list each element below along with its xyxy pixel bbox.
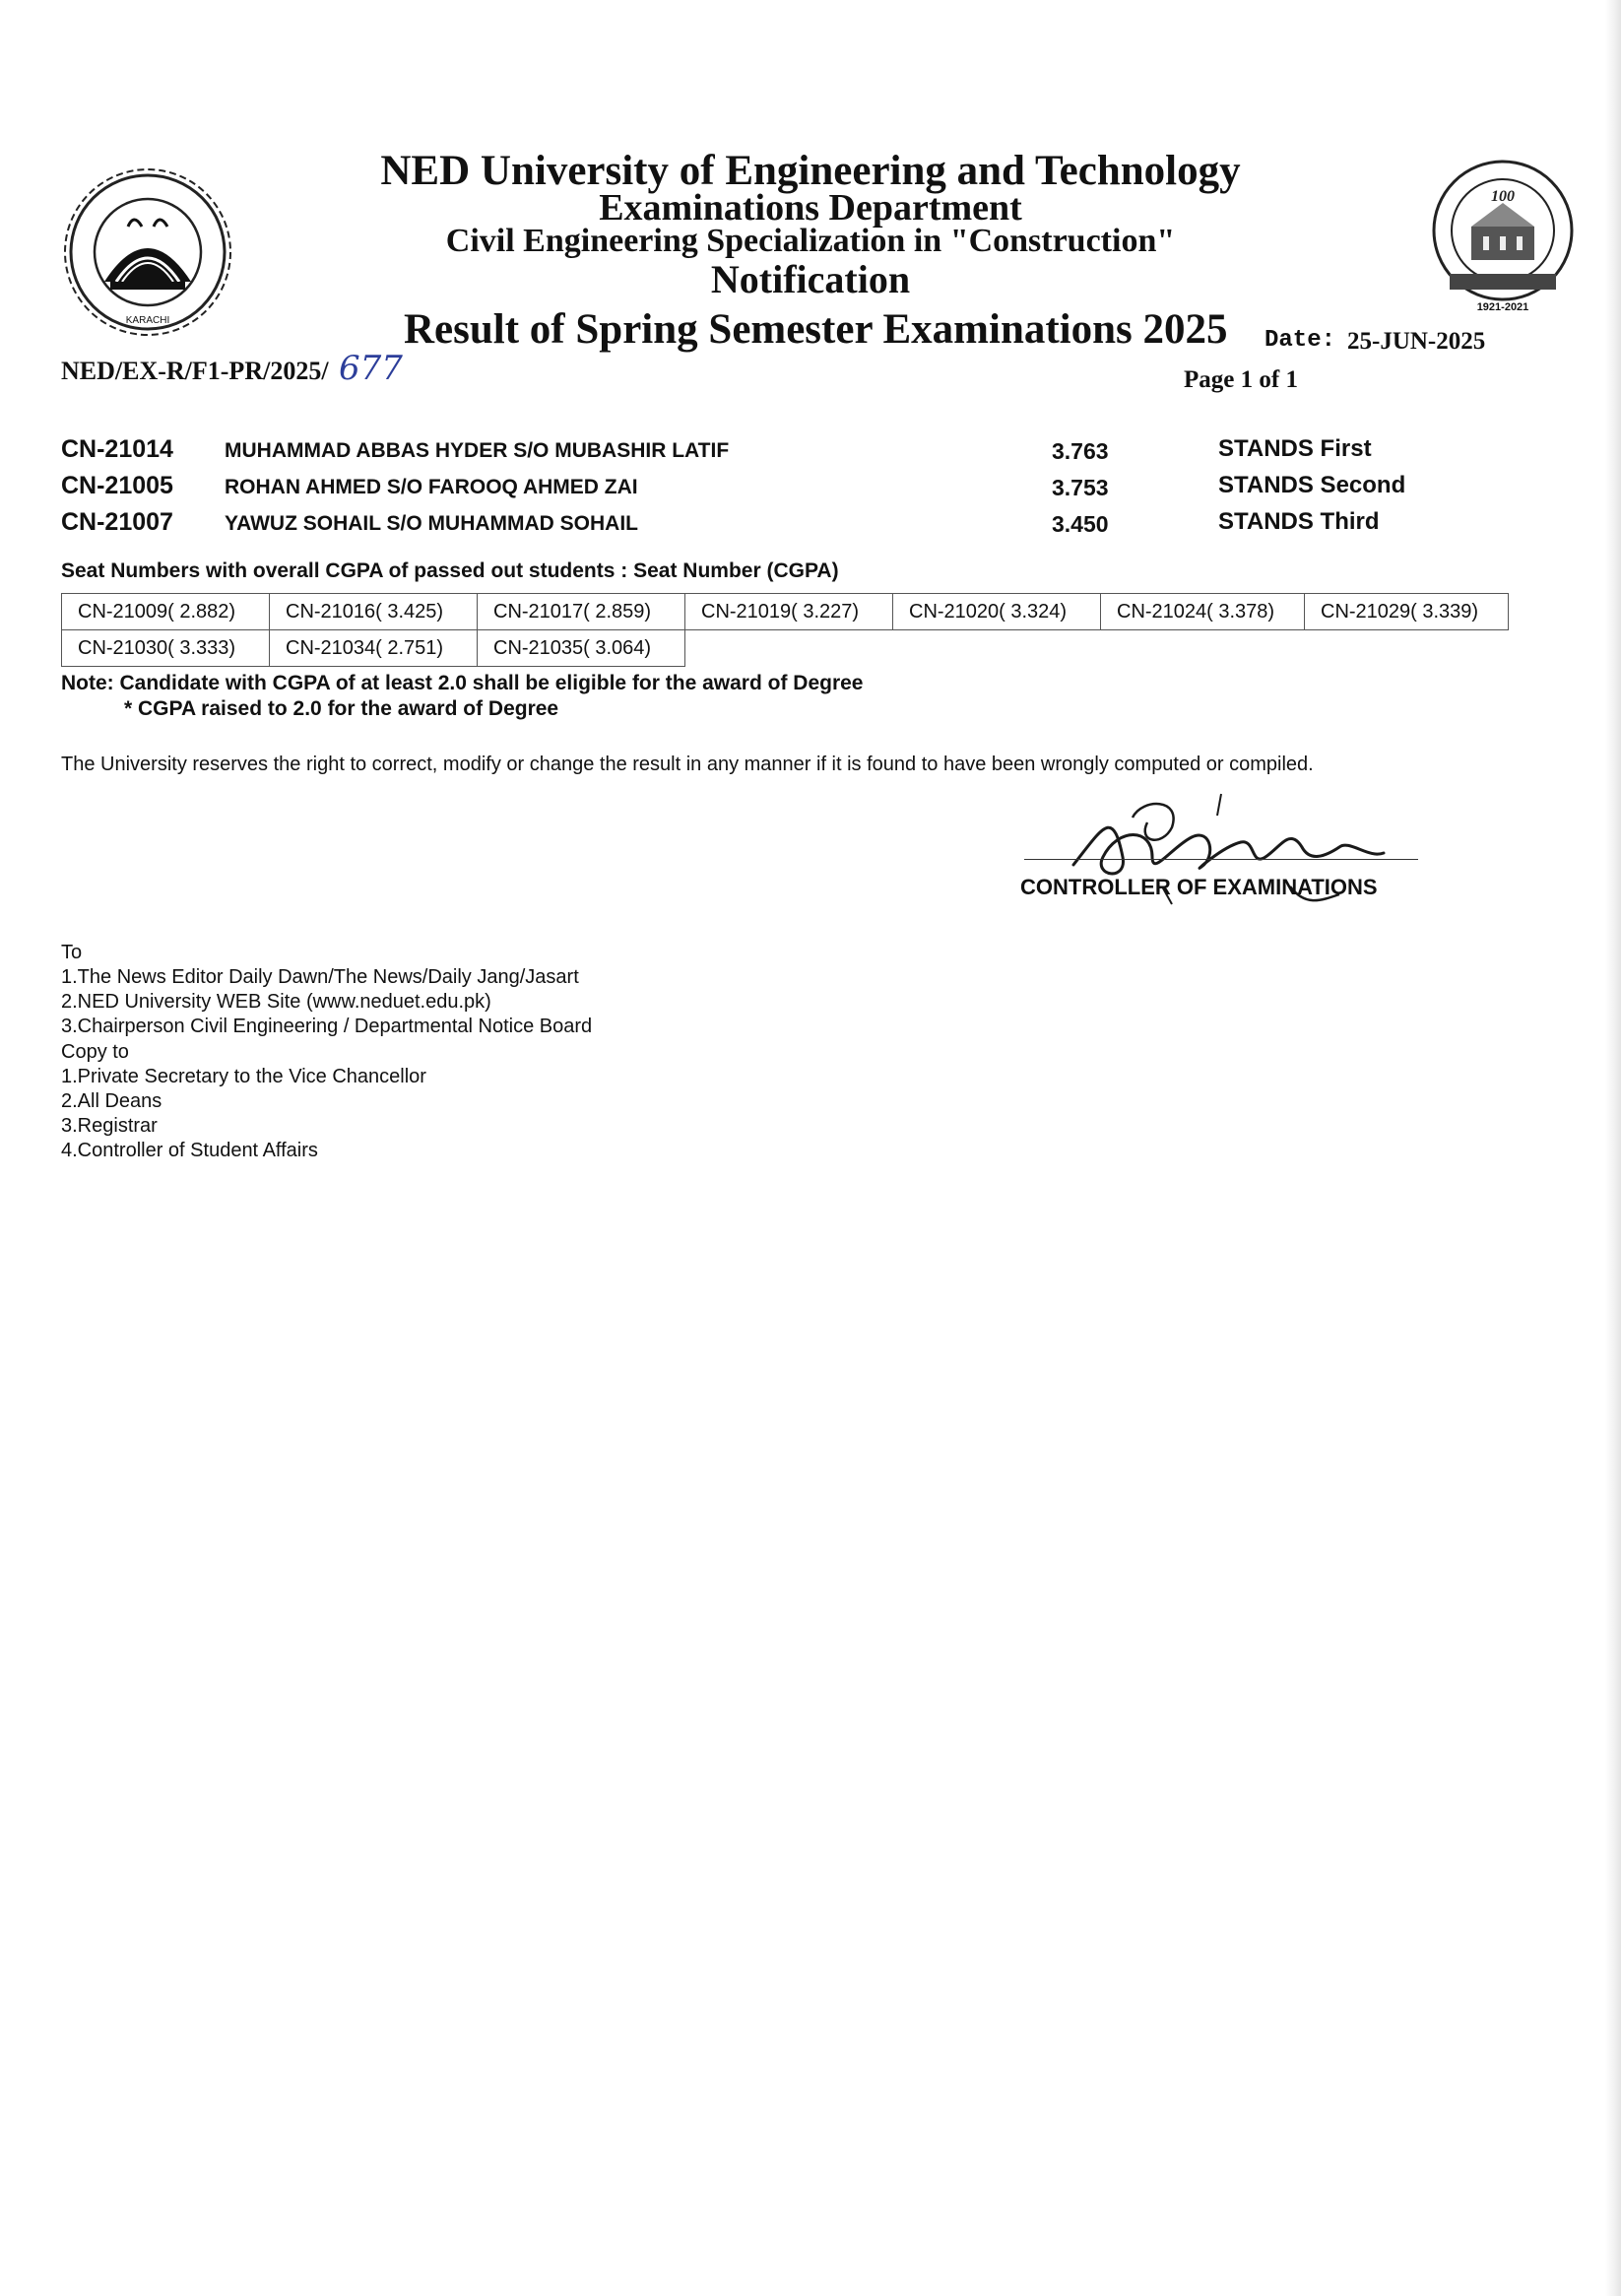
copy-to-label: Copy to: [61, 1041, 129, 1063]
date-label: Date:: [1264, 327, 1336, 354]
scan-page-edge: [1605, 0, 1621, 2296]
reference-number-handwritten: 677: [339, 349, 403, 388]
standing: STANDS First: [1218, 435, 1372, 462]
position-row: [61, 508, 1440, 542]
seat-cgpa-cell: CN-21029( 3.339): [1304, 593, 1509, 630]
position-row: [61, 472, 1440, 505]
disclaimer-text: The University reserves the right to correct, modify or change the result in any manner if it is found to have been wrongly computed or compiled.: [61, 754, 1314, 775]
seat-number: CN-21007: [61, 508, 173, 536]
list-item: 2.All Deans: [61, 1090, 162, 1112]
university-name: NED University of Engineering and Technology: [380, 148, 1241, 194]
list-item: 4.Controller of Student Affairs: [61, 1140, 318, 1161]
list-item: 3.Chairperson Civil Engineering / Departmental Notice Board: [61, 1016, 593, 1037]
result-title: Result of Spring Semester Examinations 2025: [404, 306, 1228, 353]
cgpa-value: 3.450: [1052, 511, 1109, 537]
date-value: 25-JUN-2025: [1347, 328, 1486, 355]
centenary-years-label: 1921-2021: [1476, 301, 1529, 313]
svg-text:KARACHI: KARACHI: [125, 315, 170, 326]
seat-cgpa-cell: CN-21034( 2.751): [269, 629, 478, 667]
svg-text:100: 100: [1491, 188, 1515, 205]
seat-cgpa-cell: CN-21030( 3.333): [61, 629, 270, 667]
student-name: MUHAMMAD ABBAS HYDER S/O MUBASHIR LATIF: [225, 439, 730, 462]
to-label: To: [61, 942, 83, 963]
student-name: ROHAN AHMED S/O FAROOQ AHMED ZAI: [225, 476, 638, 498]
controller-title: CONTROLLER OF EXAMINATIONS: [1020, 875, 1378, 899]
position-row: [61, 435, 1440, 469]
cgpa-value: 3.753: [1052, 475, 1109, 500]
student-name: YAWUZ SOHAIL S/O MUHAMMAD SOHAIL: [225, 512, 639, 535]
standing: STANDS Third: [1218, 508, 1380, 535]
cgpa-raised-note: * CGPA raised to 2.0 for the award of Degree: [124, 697, 559, 720]
passed-students-title: Seat Numbers with overall CGPA of passed out students : Seat Number (CGPA): [61, 559, 839, 582]
cgpa-value: 3.763: [1052, 438, 1109, 464]
page-number: Page 1 of 1: [1184, 366, 1298, 393]
seat-cgpa-cell: CN-21016( 3.425): [269, 593, 478, 630]
notice-type: Notification: [710, 257, 911, 301]
seat-cgpa-cell: CN-21035( 3.064): [477, 629, 685, 667]
list-item: 2.NED University WEB Site (www.neduet.edu.pk): [61, 991, 491, 1013]
seat-cgpa-cell: CN-21024( 3.378): [1100, 593, 1305, 630]
list-item: 3.Registrar: [61, 1115, 158, 1137]
reference-number: NED/EX-R/F1-PR/2025/: [61, 357, 329, 385]
department-name: Examinations Department: [599, 187, 1022, 229]
list-item: 1.The News Editor Daily Dawn/The News/Daily Jang/Jasart: [61, 966, 579, 988]
seat-cgpa-cell: CN-21020( 3.324): [892, 593, 1101, 630]
passed-students-table: [61, 593, 1509, 672]
seat-number: CN-21005: [61, 472, 173, 499]
eligibility-note: Note: Candidate with CGPA of at least 2.0 shall be eligible for the award of Degree: [61, 672, 864, 694]
program-name: Civil Engineering Specialization in "Construction": [445, 223, 1176, 259]
seat-cgpa-cell: CN-21019( 3.227): [684, 593, 893, 630]
seat-cgpa-cell: CN-21017( 2.859): [477, 593, 685, 630]
signature-line: [1024, 859, 1418, 860]
standing: STANDS Second: [1218, 472, 1406, 498]
list-item: 1.Private Secretary to the Vice Chancellor: [61, 1066, 426, 1087]
seat-number: CN-21014: [61, 435, 173, 463]
seat-cgpa-cell: CN-21009( 2.882): [61, 593, 270, 630]
